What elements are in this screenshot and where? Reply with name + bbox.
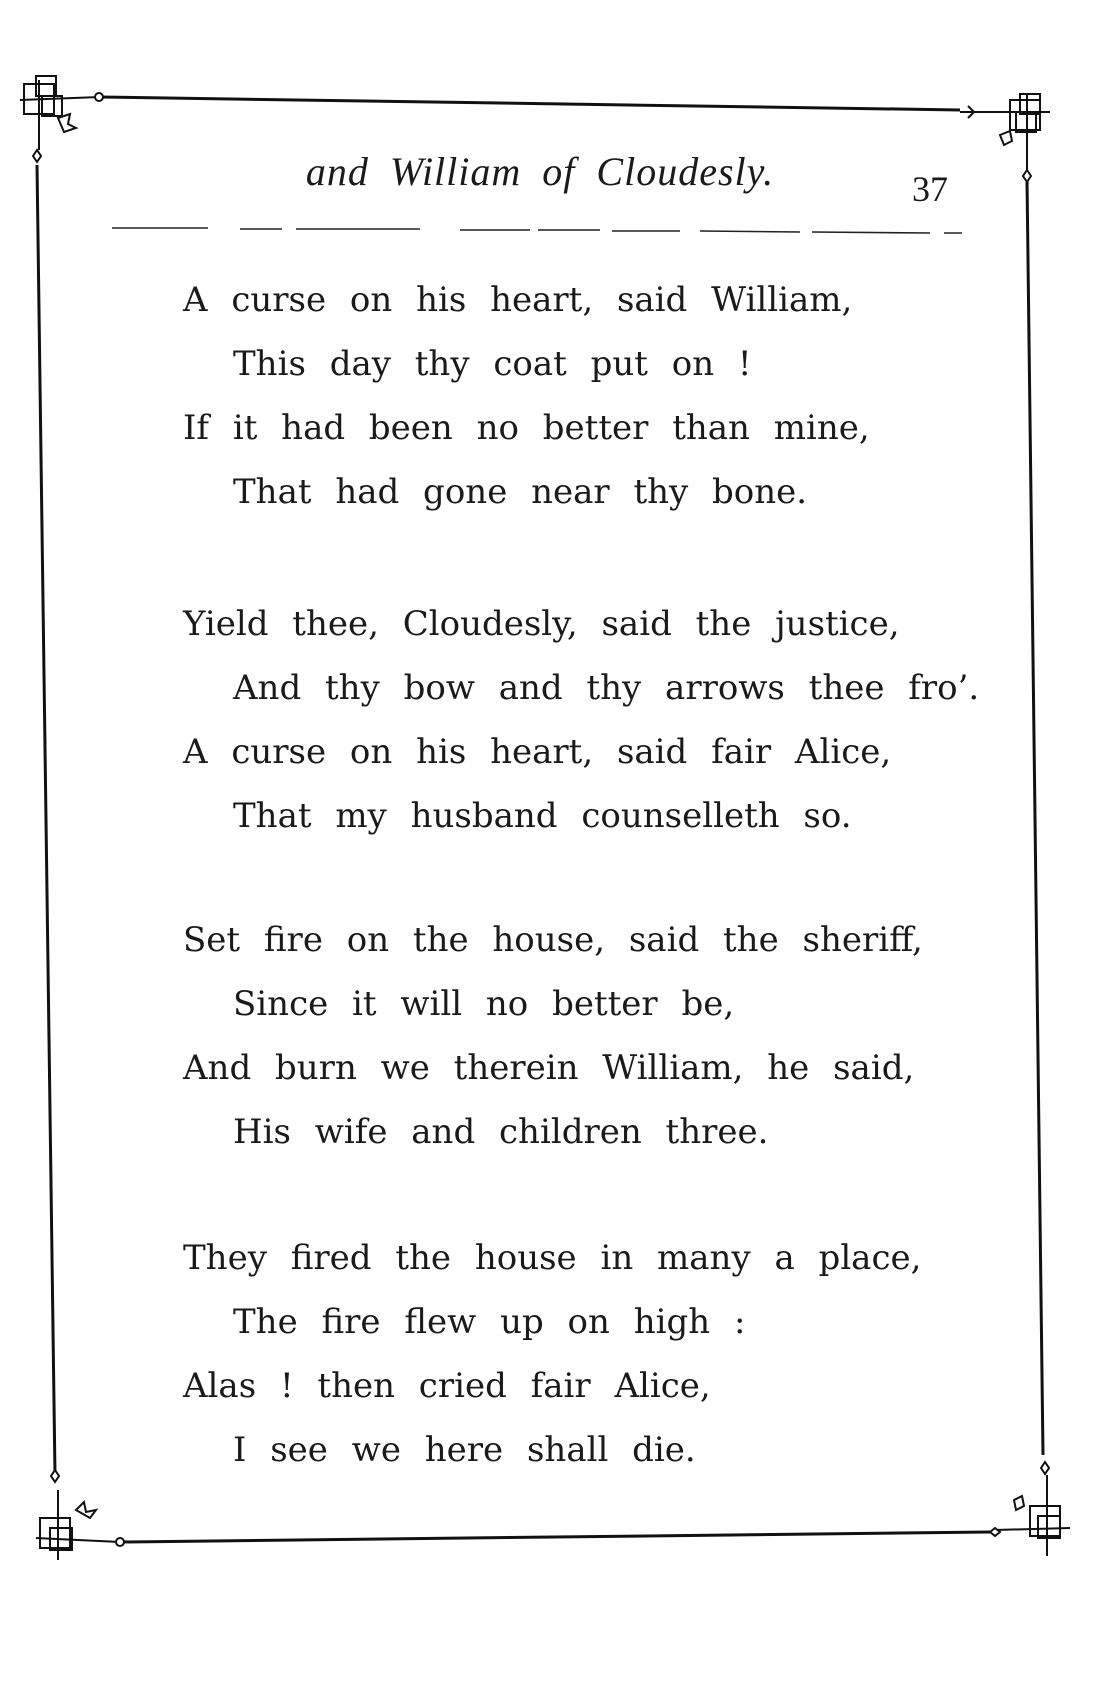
border-top-line bbox=[100, 97, 960, 110]
verse-line: I see we here shall die. bbox=[233, 1430, 696, 1470]
border-bottom-line bbox=[122, 1532, 990, 1542]
verse-line: Yield thee, Cloudesly, said the justice, bbox=[183, 604, 900, 644]
verse-line: A curse on his heart, said fair Alice, bbox=[183, 732, 892, 772]
verse-line: If it had been no better than mine, bbox=[183, 408, 870, 448]
verse-line: That had gone near thy bone. bbox=[233, 472, 808, 512]
verse-line: Since it will no better be, bbox=[233, 984, 735, 1024]
stanza bbox=[183, 1226, 1003, 1482]
verse-line: Set fire on the house, said the sheriff, bbox=[183, 920, 923, 960]
verse-line: A curse on his heart, said William, bbox=[183, 280, 853, 320]
verse-line: They fired the house in many a place, bbox=[183, 1238, 922, 1278]
verse-line: And thy bow and thy arrows thee fro’. bbox=[233, 668, 980, 708]
verse-line: That my husband counselleth so. bbox=[233, 796, 852, 836]
border-left-line bbox=[37, 165, 55, 1475]
stanza bbox=[183, 908, 1003, 1164]
ornament-top-right-icon bbox=[960, 94, 1050, 182]
running-header-title: and William of Cloudesly. bbox=[305, 149, 775, 194]
verse-line: This day thy coat put on ! bbox=[233, 344, 752, 384]
stanza bbox=[183, 592, 1003, 848]
ornament-bottom-left-icon bbox=[36, 1470, 124, 1560]
border-right-line bbox=[1027, 180, 1043, 1455]
header-rule bbox=[112, 228, 962, 233]
page-number: 37 bbox=[912, 169, 948, 209]
stanza bbox=[183, 268, 1003, 524]
verse-line: His wife and children three. bbox=[233, 1112, 769, 1152]
verse-line: The fire flew up on high : bbox=[233, 1302, 746, 1342]
verse-line: Alas ! then cried fair Alice, bbox=[183, 1366, 711, 1406]
verse-line: And burn we therein William, he said, bbox=[183, 1048, 915, 1088]
ornament-top-left-icon bbox=[20, 76, 103, 162]
